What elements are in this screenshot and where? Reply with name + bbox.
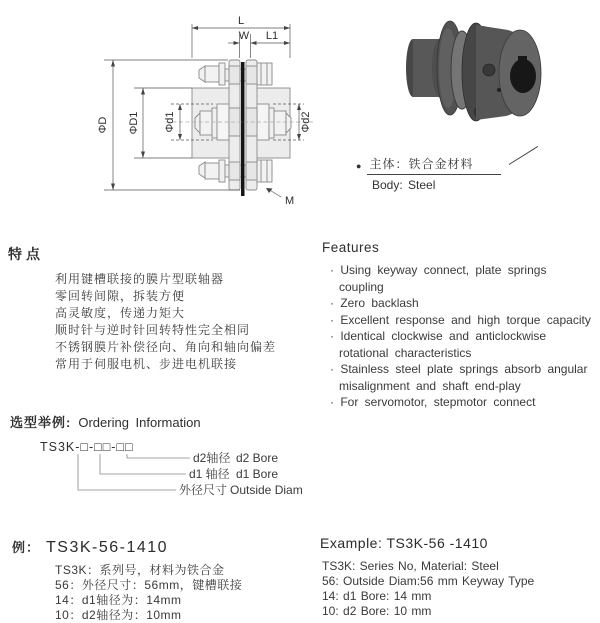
product-photo <box>393 6 568 158</box>
feature-zh-item: 利用键槽联接的膜片型联轴器 <box>55 272 225 286</box>
ordering-row-zh: 外径尺寸 <box>179 483 228 497</box>
feature-en-item: · Excellent response and high torque capacity <box>330 312 594 329</box>
bullet-icon: ● <box>356 161 362 171</box>
features-en-section <box>322 240 594 411</box>
example-en-heading: Example: TS3K-56 -1410 <box>320 535 488 551</box>
ordering-heading-zh: 选型举例: <box>10 415 72 430</box>
dim-label-D: ΦD <box>97 116 109 134</box>
example-en-item: 56: Outside Diam:56 mm Keyway Type <box>322 574 535 588</box>
example-zh-prefix: 例： <box>12 540 41 555</box>
feature-en-item: · Stainless steel plate springs absorb angular misalignment and shaft end-play <box>330 361 594 394</box>
example-zh-item: 14：d1轴径为：14mm <box>55 593 182 607</box>
feature-zh-item: 顺时针与逆时针回转特性完全相同 <box>55 323 251 337</box>
photo-note <box>356 155 556 192</box>
example-zh-item: 10：d2轴径为：10mm <box>55 608 182 622</box>
ordering-diagram <box>0 436 320 506</box>
example-zh-code: TS3K-56-1410 <box>46 539 169 556</box>
feature-en-item: · Using keyway connect, plate springs coupling <box>330 262 594 295</box>
photo-note-en: Body: Steel <box>372 178 436 192</box>
dim-label-L: L <box>237 15 245 27</box>
example-en-item: 10: d2 Bore: 10 mm <box>322 604 432 618</box>
feature-zh-item: 不锈钢膜片补偿径向、角向和轴向偏差 <box>55 340 277 354</box>
dim-label-L1: L1 <box>265 30 279 42</box>
photo-note-zh: 主体：铁合金材料 <box>367 155 501 175</box>
ordering-heading <box>10 412 201 432</box>
ordering-code: TS3K-□-□□-□□ <box>40 440 134 454</box>
ordering-leader-lines <box>78 454 190 490</box>
features-zh-heading: 特点 <box>8 246 44 262</box>
coupling-photo-shapes <box>406 21 541 121</box>
example-zh-section <box>12 537 302 623</box>
ordering-row-en: Outside Diam <box>230 483 303 497</box>
dim-label-W: W <box>238 30 250 42</box>
example-en-section <box>320 535 595 619</box>
feature-zh-item: 常用于伺服电机、步进电机联接 <box>55 357 238 371</box>
features-en-heading: Features <box>322 240 380 255</box>
example-en-item: 14: d1 Bore: 14 mm <box>322 589 432 603</box>
dim-label-D1: ΦD1 <box>128 111 140 135</box>
features-zh-section <box>8 244 308 373</box>
feature-zh-item: 零回转间隙，拆装方便 <box>55 289 186 303</box>
ordering-row-zh: d1 轴径 <box>189 467 230 481</box>
dim-label-M: M <box>285 195 295 207</box>
ordering-row-en: d1 Bore <box>236 467 279 481</box>
example-en-item: TS3K: Series No, Material: Steel <box>322 559 499 573</box>
example-zh-item: 56：外径尺寸：56mm，键槽联接 <box>55 578 243 592</box>
feature-zh-item: 高灵敏度，传递力矩大 <box>55 306 186 320</box>
example-zh-item: TS3K：系列号，材料为铁合金 <box>55 563 225 577</box>
dim-label-d1: Φd1 <box>164 111 176 133</box>
ordering-row-en: d2 Bore <box>236 451 279 465</box>
ordering-heading-en: Ordering Information <box>78 415 201 430</box>
feature-en-item: · For servomotor, stepmotor connect <box>330 394 594 411</box>
feature-en-item: · Identical clockwise and anticlockwise rotational characteristics <box>330 328 594 361</box>
technical-drawing <box>0 0 360 245</box>
spring-disc <box>241 62 245 196</box>
feature-en-item: · Zero backlash <box>330 295 594 312</box>
ordering-row-zh: d2轴径 <box>193 451 231 465</box>
dim-label-d2: Φd2 <box>300 111 312 133</box>
